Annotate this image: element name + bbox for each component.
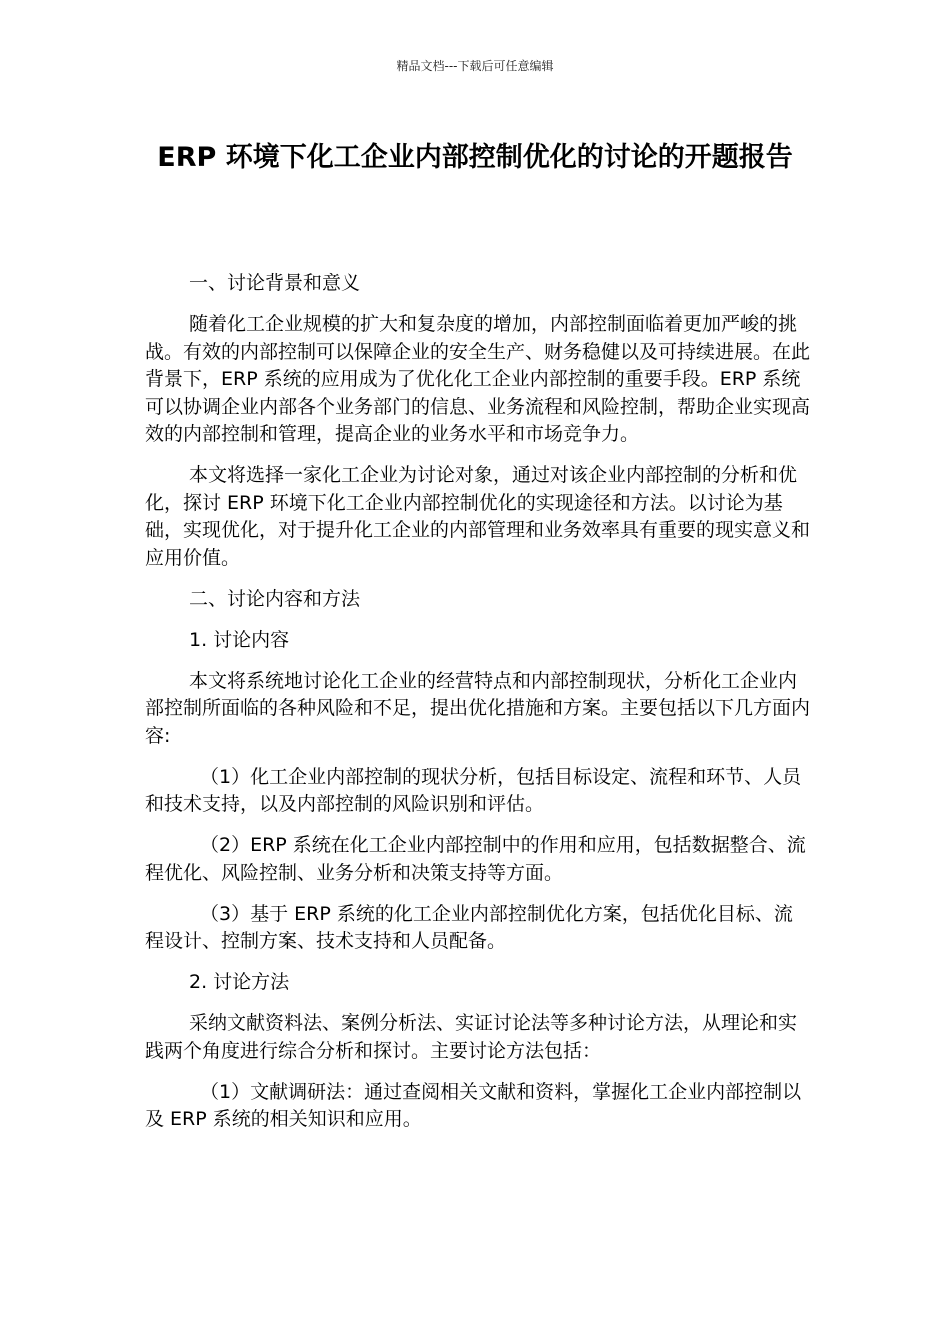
paragraph: 本文将系统地讨论化工企业的经营特点和内部控制现状，分析化工企业内部控制所面临的各种风险和不足，提出优化措施和方案。主要包括以下几方面内容: [145, 669, 811, 747]
section-heading-background: 一、讨论背景和意义 [189, 272, 361, 294]
list-item: （1）化工企业内部控制的现状分析，包括目标设定、流程和环节、人员和技术支持，以及内部控制的风险识别和评估。 [145, 765, 802, 815]
section-heading-content-method: 二、讨论内容和方法 [189, 587, 361, 610]
paragraph: 随着化工企业规模的扩大和复杂度的增加，内部控制面临着更加严峻的挑战。有效的内部控制可以保障企业的安全生产、财务稳健以及可持续进展。在此背景下，ERP 系统的应用成为了优化化工企业内部控制的重要手段。ERP 系统可以协调企业内部各个业务部门的信息、业务流程和风险控制，帮助企业实现高效的内部控制和管理，提高企业的业务水平和市场竞争力。 [145, 313, 811, 445]
list-item: （2）ERP 系统在化工企业内部控制中的作用和应用，包括数据整合、流程优化、风险控制、业务分析和决策支持等方面。 [145, 834, 806, 884]
subheading-method: 2. 讨论方法 [189, 971, 290, 993]
list-item: （3）基于 ERP 系统的化工企业内部控制优化方案，包括优化目标、流程设计、控制方案、技术支持和人员配备。 [145, 902, 793, 952]
document-title: ERP 环境下化工企业内部控制优化的讨论的开题报告 [157, 142, 793, 173]
document-body [145, 270, 810, 1147]
paragraph: 采纳文献资料法、案例分析法、实证讨论法等多种讨论方法，从理论和实践两个角度进行综合分析和探讨。主要讨论方法包括： [145, 1012, 798, 1062]
list-item: （1）文献调研法：通过查阅相关文献和资料，掌握化工企业内部控制以及 ERP 系统的相关知识和应用。 [145, 1080, 802, 1130]
page-header: 精品文档---下载后可任意编辑 [396, 59, 554, 73]
paragraph: 本文将选择一家化工企业为讨论对象，通过对该企业内部控制的分析和优化，探讨 ERP 环境下化工企业内部控制优化的实现途径和方法。以讨论为基础，实现优化，对于提升化工企业的内部管理和业务效率具有重要的现实意义和应用价值。 [145, 464, 811, 569]
subheading-content: 1. 讨论内容 [189, 628, 290, 651]
